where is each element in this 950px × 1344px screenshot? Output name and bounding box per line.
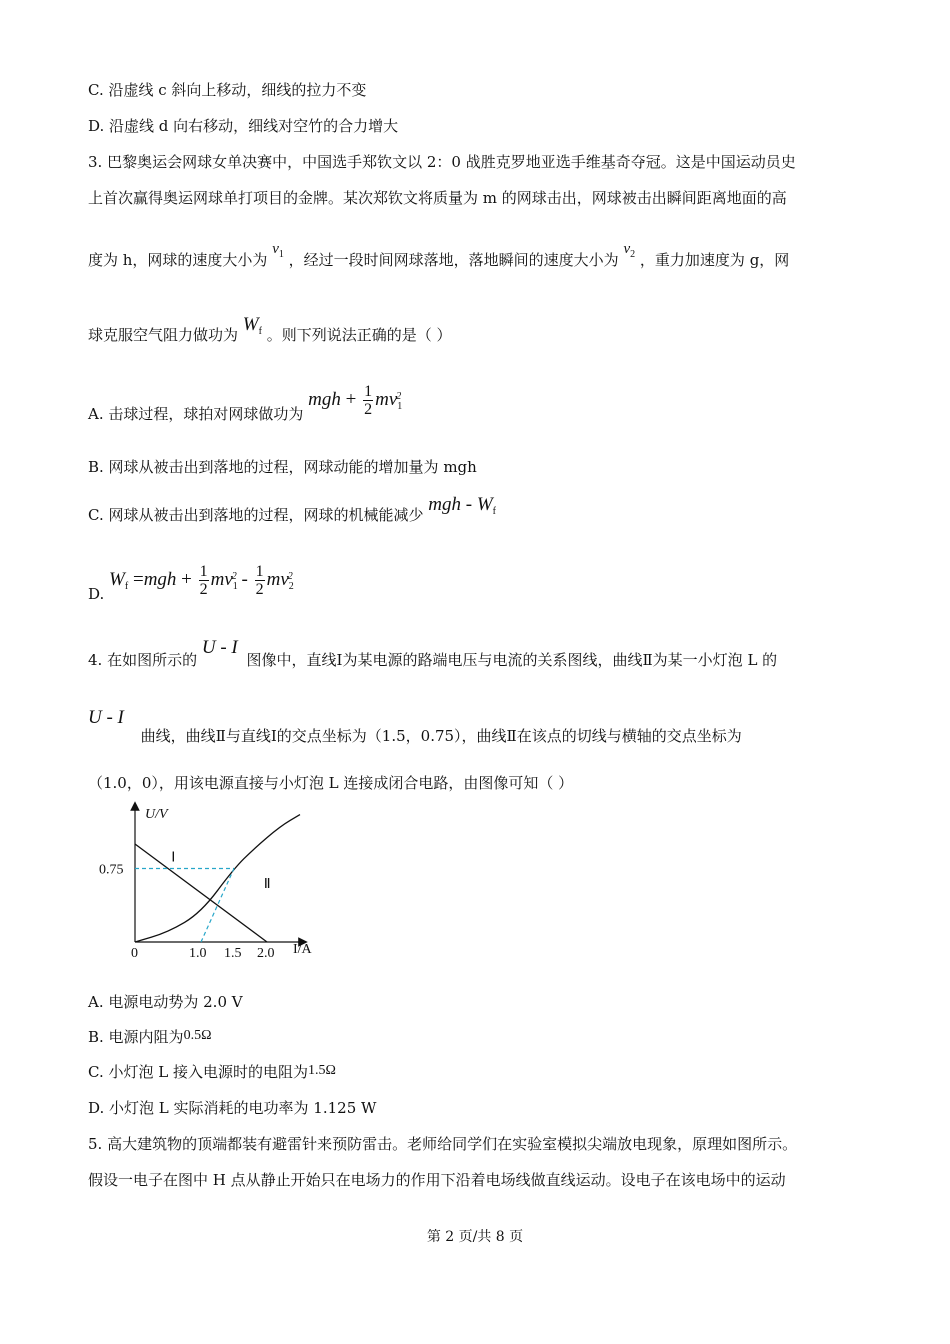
x-tick-0: 0 xyxy=(131,946,138,961)
q3-line-4: 球克服空气阻力做功为 $W_f$ 。则下列说法正确的是（ ） xyxy=(88,314,452,344)
q4-option-d: D. 小灯泡 L 实际消耗的电功率为 1.125 W xyxy=(88,1099,377,1117)
option-c-formula: mgh - $W_f$ xyxy=(428,494,496,517)
q3-line-3: 度为 h，网球的速度大小为 $v_1$ ，经过一段时间网球落地，落地瞬间的速度大小为 $v_2$ ，重力加速度为 g，网 xyxy=(88,241,790,269)
q3-option-c: C. 网球从被击出到落地的过程，网球的机械能减少 mgh - $W_f$ xyxy=(88,494,496,524)
u-i-chart xyxy=(95,800,335,965)
q3-option-b: B. 网球从被击出到落地的过程，网球动能的增加量为 mgh xyxy=(88,458,477,476)
q4-option-c: C. 小灯泡 L 接入电源时的电阻为1.5Ω xyxy=(88,1063,336,1081)
q4-line-1: 4. 在如图所示的 U - I 图像中，直线Ⅰ为某电源的路端电压与电流的关系图线，曲线Ⅱ为某一小灯泡 L 的 xyxy=(88,637,778,669)
wf-symbol: $W_f$ xyxy=(242,314,262,337)
v1-symbol: $v_1$ xyxy=(272,241,284,260)
v2-symbol: $v_2$ xyxy=(623,241,636,260)
option-a-formula: mgh + $\frac{1}{2}$ $mv_1^2$ xyxy=(308,383,403,418)
y-tick-0-75: 0.75 xyxy=(99,862,124,878)
q3-line-1: 3. 巴黎奥运会网球女单决赛中，中国选手郑钦文以 2：0 战胜克罗地亚选手维基奇夺冠。这是中国运动员史 xyxy=(88,153,796,171)
series-label-II: Ⅱ xyxy=(263,877,271,893)
option-d-formula: $W_f =mgh$ + $\frac{1}{2}$ $mv_1^2$ - $\frac{1}{2}$ $mv_2^2$ xyxy=(109,563,294,598)
series-label-I: Ⅰ xyxy=(171,850,176,866)
q5-line-2: 假设一电子在图中 H 点从静止开始只在电场力的作用下沿着电场线做直线运动。设电子在该电场中的运动 xyxy=(88,1171,786,1189)
q3-option-d: D. $W_f =mgh$ + $\frac{1}{2}$ $mv_1^2$ - $\frac{1}{2}$ $mv_2^2$ xyxy=(88,563,294,603)
x-tick-1: 1.0 xyxy=(189,946,207,961)
q3-line-2: 上首次赢得奥运网球单打项目的金牌。某次郑钦文将质量为 m 的网球击出，网球被击出瞬间距离地面的高 xyxy=(88,189,787,207)
x-tick-2: 2.0 xyxy=(257,946,275,961)
q3-option-a: A. 击球过程，球拍对网球做功为 mgh + $\frac{1}{2}$ $mv_1^2$ xyxy=(88,383,403,423)
y-axis-label: U/V xyxy=(145,807,168,822)
q5-line-1: 5. 高大建筑物的顶端都装有避雷针来预防雷击。老师给同学们在实验室模拟尖端放电现象，原理如图所示。 xyxy=(88,1135,798,1153)
x-axis-label: I/A xyxy=(293,942,312,957)
q4-line-3: （1.0，0），用该电源直接与小灯泡 L 连接成闭合电路，由图像可知（ ） xyxy=(88,774,574,792)
option-d-prev: D. 沿虚线 d 向右移动，细线对空竹的合力增大 xyxy=(88,117,399,135)
q4-option-a: A. 电源电动势为 2.0 V xyxy=(88,993,243,1011)
q4-option-b: B. 电源内阻为0.5Ω xyxy=(88,1028,212,1046)
series-line-I xyxy=(135,844,267,942)
ui-symbol-1: U - I xyxy=(201,637,238,658)
q4-line-2: U - I 曲线，曲线Ⅱ与直线Ⅰ的交点坐标为（1.5，0.75），曲线Ⅱ在该点的切线与横轴的交点坐标为 xyxy=(88,707,742,745)
page-footer: 第 2 页/共 8 页 xyxy=(426,1229,524,1245)
ui-symbol-2: U - I xyxy=(88,707,124,728)
x-tick-1-5: 1.5 xyxy=(224,946,242,961)
option-c-prev: C. 沿虚线 c 斜向上移动，细线的拉力不变 xyxy=(88,81,367,99)
series-curve-II xyxy=(135,815,300,942)
